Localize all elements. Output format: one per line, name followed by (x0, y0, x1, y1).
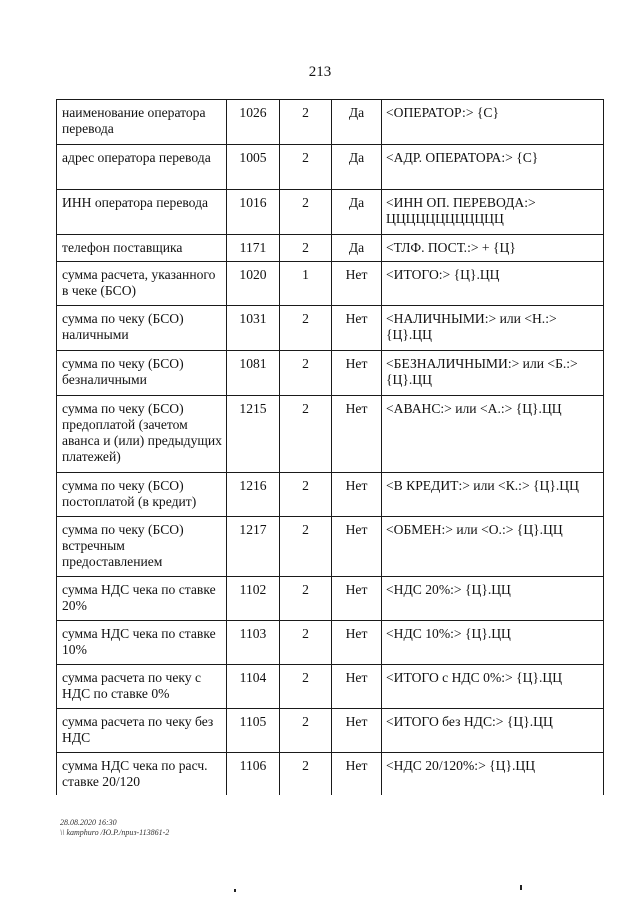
required-flag: Нет (332, 665, 382, 709)
tag-number: 1216 (227, 473, 280, 517)
requisite-name: адрес оператора перевода (57, 145, 227, 190)
row-code: 2 (280, 235, 332, 262)
tag-number: 1105 (227, 709, 280, 753)
table-row (57, 577, 604, 621)
footer-timestamp: 28.08.2020 16:30 (60, 818, 117, 827)
row-code: 2 (280, 517, 332, 577)
print-format: <НДС 20%:> {Ц}.ЦЦ (382, 577, 604, 621)
required-flag: Да (332, 235, 382, 262)
table-row (57, 665, 604, 709)
tag-number: 1171 (227, 235, 280, 262)
tag-number: 1016 (227, 190, 280, 235)
row-code: 2 (280, 621, 332, 665)
print-format: <В КРЕДИТ:> или <К.:> {Ц}.ЦЦ (382, 473, 604, 517)
requisite-name: сумма по чеку (БСО) безналичными (57, 351, 227, 396)
required-flag: Да (332, 190, 382, 235)
table-row (57, 235, 604, 262)
required-flag: Нет (332, 473, 382, 517)
print-format: <ОПЕРАТОР:> {С} (382, 100, 604, 145)
requisite-name: сумма расчета по чеку с НДС по ставке 0% (57, 665, 227, 709)
requisite-name: сумма НДС чека по ставке 20% (57, 577, 227, 621)
print-format: <АВАНС:> или <А.:> {Ц}.ЦЦ (382, 396, 604, 473)
required-flag: Нет (332, 517, 382, 577)
requisite-name: сумма НДС чека по расч. ставке 20/120 (57, 753, 227, 795)
row-code: 1 (280, 262, 332, 306)
row-code: 2 (280, 577, 332, 621)
tag-number: 1102 (227, 577, 280, 621)
tag-number: 1103 (227, 621, 280, 665)
tag-number: 1106 (227, 753, 280, 795)
tag-number: 1031 (227, 306, 280, 351)
required-flag: Нет (332, 621, 382, 665)
table-row (57, 753, 604, 795)
required-flag: Да (332, 145, 382, 190)
table-row (57, 262, 604, 306)
print-format: <НДС 20/120%:> {Ц}.ЦЦ (382, 753, 604, 795)
requisite-name: сумма по чеку (БСО) постоплатой (в кредит) (57, 473, 227, 517)
table-row (57, 190, 604, 235)
tag-number: 1081 (227, 351, 280, 396)
requisite-name: сумма по чеку (БСО) предоплатой (зачетом аванса и (или) предыдущих платежей) (57, 396, 227, 473)
requisite-name: сумма НДС чека по ставке 10% (57, 621, 227, 665)
row-code: 2 (280, 709, 332, 753)
row-code: 2 (280, 753, 332, 795)
required-flag: Нет (332, 709, 382, 753)
row-code: 2 (280, 190, 332, 235)
table-row (57, 351, 604, 396)
table-row (57, 517, 604, 577)
scan-speck (234, 889, 236, 892)
required-flag: Нет (332, 396, 382, 473)
scan-speck (520, 885, 522, 890)
requisite-name: сумма расчета по чеку без НДС (57, 709, 227, 753)
tag-number: 1104 (227, 665, 280, 709)
requisite-name: наименование оператора перевода (57, 100, 227, 145)
requisite-name: сумма по чеку (БСО) встречным предоставлением (57, 517, 227, 577)
row-code: 2 (280, 100, 332, 145)
required-flag: Нет (332, 577, 382, 621)
requisite-name: телефон поставщика (57, 235, 227, 262)
row-code: 2 (280, 396, 332, 473)
tag-number: 1215 (227, 396, 280, 473)
requisite-name: сумма по чеку (БСО) наличными (57, 306, 227, 351)
table-row (57, 145, 604, 190)
required-flag: Нет (332, 262, 382, 306)
page-number: 213 (308, 64, 332, 80)
print-format: <НАЛИЧНЫМИ:> или <Н.:> {Ц}.ЦЦ (382, 306, 604, 351)
print-format: <ИНН ОП. ПЕРЕВОДА:> ЦЦЦЦЦЦЦЦЦЦЦЦ (382, 190, 604, 235)
row-code: 2 (280, 306, 332, 351)
print-format: <ОБМЕН:> или <О.:> {Ц}.ЦЦ (382, 517, 604, 577)
table-row (57, 100, 604, 145)
row-code: 2 (280, 665, 332, 709)
tag-number: 1217 (227, 517, 280, 577)
row-code: 2 (280, 145, 332, 190)
tag-number: 1005 (227, 145, 280, 190)
row-code: 2 (280, 473, 332, 517)
requisite-name: сумма расчета, указанного в чеке (БСО) (57, 262, 227, 306)
footer-signature-line: \\ kamphuro /Ю.Р./приз-113861-2 (60, 828, 170, 837)
required-flag: Да (332, 100, 382, 145)
required-flag: Нет (332, 753, 382, 795)
print-format: <ТЛФ. ПОСТ.:> + {Ц} (382, 235, 604, 262)
required-flag: Нет (332, 306, 382, 351)
print-format: <НДС 10%:> {Ц}.ЦЦ (382, 621, 604, 665)
tag-number: 1026 (227, 100, 280, 145)
table-row (57, 473, 604, 517)
document-footer (60, 818, 169, 838)
table-row (57, 306, 604, 351)
table-row (57, 396, 604, 473)
required-flag: Нет (332, 351, 382, 396)
print-format: <ИТОГО с НДС 0%:> {Ц}.ЦЦ (382, 665, 604, 709)
print-format: <ИТОГО:> {Ц}.ЦЦ (382, 262, 604, 306)
print-format: <БЕЗНАЛИЧНЫМИ:> или <Б.:> {Ц}.ЦЦ (382, 351, 604, 396)
table-row (57, 621, 604, 665)
print-format: <АДР. ОПЕРАТОРА:> {С} (382, 145, 604, 190)
requisites-table (56, 99, 604, 795)
table-row (57, 709, 604, 753)
print-format: <ИТОГО без НДС:> {Ц}.ЦЦ (382, 709, 604, 753)
requisite-name: ИНН оператора перевода (57, 190, 227, 235)
tag-number: 1020 (227, 262, 280, 306)
row-code: 2 (280, 351, 332, 396)
